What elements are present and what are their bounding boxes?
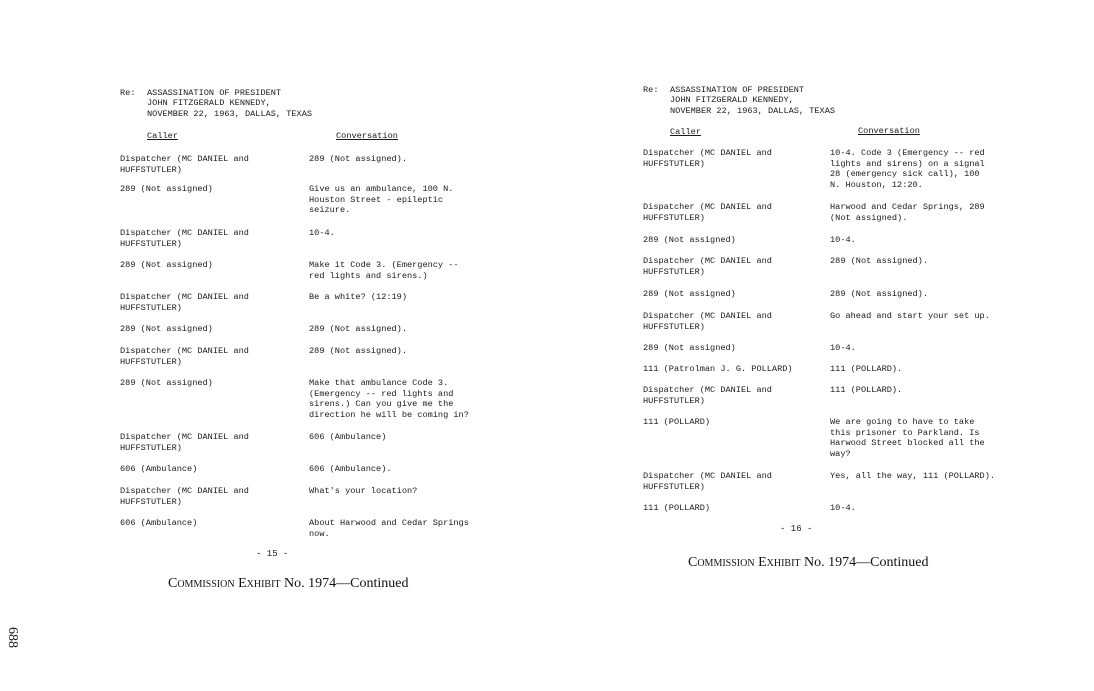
left-caller-header: Caller [147,131,178,141]
left-row-conversation: 289 (Not assigned). [309,324,407,334]
right-row-caller: 111 (Patrolman J. G. POLLARD) [643,364,793,374]
left-caption-prefix: Commission Exhibit [168,576,281,591]
right-row-conversation: 289 (Not assigned). [830,289,928,299]
right-row-conversation: Go ahead and start your set up. [830,311,990,321]
left-row-caller: Dispatcher (MC DANIEL and HUFFSTUTLER) [120,228,249,249]
left-row-caller: 289 (Not assigned) [120,378,213,388]
right-row-caller: Dispatcher (MC DANIEL and HUFFSTUTLER) [643,256,772,277]
right-row-caller: Dispatcher (MC DANIEL and HUFFSTUTLER) [643,385,772,406]
left-row-conversation: Be a white? (12:19) [309,292,407,302]
left-row-conversation: About Harwood and Cedar Springs now. [309,518,469,539]
right-re-line1: ASSASSINATION OF PRESIDENT [670,85,805,95]
left-conversation-header: Conversation [336,131,398,141]
left-row-caller: Dispatcher (MC DANIEL and HUFFSTUTLER) [120,154,249,175]
left-row-conversation: 289 (Not assigned). [309,154,407,164]
left-row-caller: 606 (Ambulance) [120,464,198,474]
left-page-number: - 15 - [256,549,289,559]
left-row-caller: 289 (Not assigned) [120,324,213,334]
right-row-caller: 289 (Not assigned) [643,235,736,245]
left-row-conversation: 10-4. [309,228,335,238]
left-row-caller: 289 (Not assigned) [120,260,213,270]
right-row-caller: Dispatcher (MC DANIEL and HUFFSTUTLER) [643,202,772,223]
left-row-caller: 289 (Not assigned) [120,184,213,194]
right-row-conversation: 10-4. [830,503,856,513]
left-row-conversation: Give us an ambulance, 100 N. Houston Street - epileptic seizure. [309,184,454,215]
right-row-conversation: 111 (POLLARD). [830,364,903,374]
left-row-conversation: Make it Code 3. (Emergency -- red lights and sirens.) [309,260,459,281]
right-re-label: Re: [643,85,659,95]
left-row-conversation: 606 (Ambulance) [309,432,387,442]
left-re-label: Re: [120,88,136,98]
right-row-conversation: 111 (POLLARD). [830,385,903,395]
left-row-conversation: Make that ambulance Code 3. (Emergency -- red lights and sirens.) Can you give me the direction he will be coming in? [309,378,469,420]
left-row-caller: Dispatcher (MC DANIEL and HUFFSTUTLER) [120,432,249,453]
left-row-conversation: 289 (Not assigned). [309,346,407,356]
left-row-caller: Dispatcher (MC DANIEL and HUFFSTUTLER) [120,292,249,313]
right-page [643,85,1033,545]
right-caller-header: Caller [670,127,701,137]
left-row-caller: Dispatcher (MC DANIEL and HUFFSTUTLER) [120,486,249,507]
right-row-caller: Dispatcher (MC DANIEL and HUFFSTUTLER) [643,148,772,169]
right-page-number: - 16 - [780,524,813,534]
right-row-caller: 111 (POLLARD) [643,417,711,427]
right-row-conversation: We are going to have to take this prisoner to Parkland. Is Harwood Street blocked all the way? [830,417,985,459]
left-row-caller: 606 (Ambulance) [120,518,198,528]
left-row-caller: Dispatcher (MC DANIEL and HUFFSTUTLER) [120,346,249,367]
right-row-conversation: Harwood and Cedar Springs, 289 (Not assigned). [830,202,985,223]
right-re-line3: NOVEMBER 22, 1963, DALLAS, TEXAS [670,106,836,116]
left-caption [168,576,408,592]
right-caption-prefix: Commission Exhibit [688,555,801,570]
right-row-conversation: Yes, all the way, 111 (POLLARD). [830,471,996,481]
left-row-conversation: 606 (Ambulance). [309,464,392,474]
right-caption [688,555,928,571]
right-row-conversation: 10-4. [830,235,856,245]
left-re-line3: NOVEMBER 22, 1963, DALLAS, TEXAS [147,109,313,119]
right-row-caller: Dispatcher (MC DANIEL and HUFFSTUTLER) [643,471,772,492]
left-caption-suffix: No. 1974—Continued [284,576,409,591]
left-page [120,88,500,558]
left-row-conversation: What's your location? [309,486,418,496]
right-re-line2: JOHN FITZGERALD KENNEDY, [670,95,794,105]
right-row-caller: 289 (Not assigned) [643,289,736,299]
right-row-conversation: 10-4. Code 3 (Emergency -- red lights and sirens) on a signal 28 (emergency sick call), 100 N. Houston, 12:20. [830,148,985,190]
right-row-conversation: 10-4. [830,343,856,353]
margin-page-number: 688 [5,627,20,648]
right-row-caller: 111 (POLLARD) [643,503,711,513]
right-conversation-header: Conversation [858,126,920,136]
right-row-caller: 289 (Not assigned) [643,343,736,353]
right-row-conversation: 289 (Not assigned). [830,256,928,266]
left-re-line2: JOHN FITZGERALD KENNEDY, [147,98,271,108]
right-caption-suffix: No. 1974—Continued [804,555,929,570]
right-row-caller: Dispatcher (MC DANIEL and HUFFSTUTLER) [643,311,772,332]
left-re-line1: ASSASSINATION OF PRESIDENT [147,88,282,98]
